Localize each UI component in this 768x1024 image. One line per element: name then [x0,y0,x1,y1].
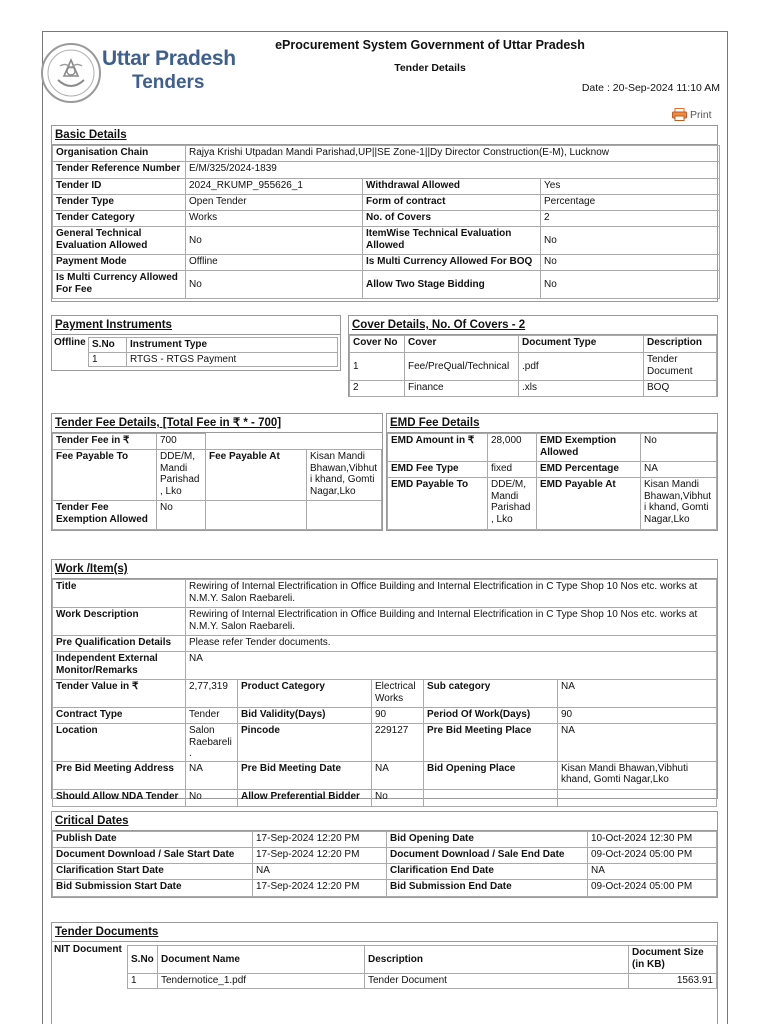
multi-currency-fee-value: No [186,271,363,299]
preferential-bidder-label: Allow Preferential Bidder [238,789,372,806]
brand-line-2: Tenders [132,72,205,93]
preferential-bidder-value: No [372,789,424,806]
table-row [128,974,717,989]
work-items-table [52,579,717,807]
iem-value: NA [186,652,717,680]
tender-documents-section [51,922,718,1024]
emd-fee-title: EMD Fee Details [387,414,717,433]
bid-opening-place-value: Kisan Mandi Bhawan,Vibhuti khand, Gomti Nagar,Lko [558,761,717,789]
clarification-start-label: Clarification Start Date [53,864,253,880]
tender-fee-section [51,413,383,531]
doc-sno-cell: 1 [128,974,158,989]
contract-type-value: Tender [186,708,238,724]
table-row [53,864,717,880]
bid-validity-value: 90 [372,708,424,724]
prebid-place-label: Pre Bid Meeting Place [424,724,558,762]
state-emblem-icon [40,42,102,104]
withdrawal-value: Yes [541,179,720,195]
table-row [53,832,717,848]
sno-cell: 1 [89,352,127,367]
bid-submission-end-value: 09-Oct-2024 05:00 PM [588,880,717,897]
cover-no-cell: 1 [350,353,405,381]
emd-type-value: fixed [488,462,537,478]
doc-download-start-label: Document Download / Sale Start Date [53,848,253,864]
doc-sno-header: S.No [128,946,158,974]
emd-amount-value: 28,000 [488,434,537,462]
multi-currency-fee-label: Is Multi Currency Allowed For Fee [53,271,186,299]
critical-dates-title: Critical Dates [52,812,717,831]
bid-opening-date-label: Bid Opening Date [387,832,588,848]
payment-mode-label: Payment Mode [53,255,186,271]
fee-exemption-label: Tender Fee Exemption Allowed [53,501,157,530]
bid-submission-end-label: Bid Submission End Date [387,880,588,897]
covers-count-value: 2 [541,211,720,227]
description-cell: Tender Document [644,353,717,381]
tender-fee-value: 700 [157,434,206,450]
bid-submission-start-value: 17-Sep-2024 12:20 PM [253,880,387,897]
tender-documents-title: Tender Documents [52,923,717,942]
org-chain-value: Rajya Krishi Utpadan Mandi Parishad,UP||SE Zone-1||Dy Director Construction(E-M), Lucknow [186,146,720,162]
basic-details-section [51,125,718,302]
iem-label: Independent External Monitor/Remarks [53,652,186,680]
pincode-value: 229127 [372,724,424,762]
pincode-label: Pincode [238,724,372,762]
payment-instruments-title: Payment Instruments [52,316,340,335]
location-value: Salon Raebareli. [186,724,238,762]
table-row [53,848,717,864]
nda-value: No [186,789,238,806]
tender-category-value: Works [186,211,363,227]
bid-opening-place-label: Bid Opening Place [424,761,558,789]
bid-submission-start-label: Bid Submission Start Date [53,880,253,897]
print-label: Print [690,108,712,121]
prebid-place-value: NA [558,724,717,762]
doc-type-cell: .pdf [519,353,644,381]
work-desc-label: Work Description [53,608,186,636]
cover-details-title: Cover Details, No. Of Covers - 2 [349,316,717,335]
org-chain-label: Organisation Chain [53,146,186,162]
work-items-section [51,559,718,802]
table-row [89,352,338,367]
itemwise-eval-label: ItemWise Technical Evaluation Allowed [363,227,541,255]
emd-type-label: EMD Fee Type [388,462,488,478]
two-stage-value: No [541,271,720,299]
withdrawal-label: Withdrawal Allowed [363,179,541,195]
contract-type-label: Contract Type [53,708,186,724]
instrument-type-header: Instrument Type [127,338,338,353]
cover-table [349,335,717,397]
emd-amount-label: EMD Amount in ₹ [388,434,488,462]
prebid-date-value: NA [372,761,424,789]
table-row [350,353,717,381]
portal-title: eProcurement System Government of Uttar Pradesh [275,38,585,52]
ref-number-label: Tender Reference Number [53,162,186,179]
clarification-start-value: NA [253,864,387,880]
tender-type-value: Open Tender [186,195,363,211]
work-period-value: 90 [558,708,717,724]
nda-label: Should Allow NDA Tender [53,789,186,806]
instrument-type-cell: RTGS - RTGS Payment [127,352,338,367]
date-stamp: Date : 20-Sep-2024 11:10 AM [581,82,720,94]
emd-payable-to-label: EMD Payable To [388,478,488,530]
emd-percentage-value: NA [641,462,717,478]
tender-type-label: Tender Type [53,195,186,211]
fee-exemption-value: No [157,501,206,530]
fee-payable-at-label: Fee Payable At [206,450,307,501]
doc-size-header: Document Size (in KB) [629,946,717,974]
doc-download-start-value: 17-Sep-2024 12:20 PM [253,848,387,864]
fee-payable-to-value: DDE/M, Mandi Parishad, Lko [157,450,206,501]
contract-form-value: Percentage [541,195,720,211]
multi-currency-boq-label: Is Multi Currency Allowed For BOQ [363,255,541,271]
gen-tech-eval-label: General Technical Evaluation Allowed [53,227,186,255]
emd-payable-at-label: EMD Payable At [537,478,641,530]
brand-line-1: Uttar Pradesh [102,47,236,70]
work-desc-value: Rewiring of Internal Electrification in Office Building and Internal Electrification in C Type Shop 10 Nos etc. works at N.M.Y. Salon Raebareli. [186,608,717,636]
bid-validity-label: Bid Validity(Days) [238,708,372,724]
prebid-address-label: Pre Bid Meeting Address [53,761,186,789]
cover-no-cell: 2 [350,381,405,397]
fee-payable-to-label: Fee Payable To [53,450,157,501]
contract-form-label: Form of contract [363,195,541,211]
cover-cell: Finance [405,381,519,397]
emd-exemption-label: EMD Exemption Allowed [537,434,641,462]
fee-payable-at-value: Kisan Mandi Bhawan,Vibhuti khand, Gomti Nagar,Lko [307,450,382,501]
instrument-table [88,337,338,367]
critical-dates-section [51,811,718,898]
doc-type-cell: .xls [519,381,644,397]
location-label: Location [53,724,186,762]
payment-mode-value: Offline [186,255,363,271]
tender-id-label: Tender ID [53,179,186,195]
page-title: Tender Details [394,62,466,74]
publish-date-label: Publish Date [53,832,253,848]
table-row [53,880,717,897]
covers-count-label: No. of Covers [363,211,541,227]
doc-type-header: Document Type [519,336,644,353]
tender-fee-label: Tender Fee in ₹ [53,434,157,450]
gen-tech-eval-value: No [186,227,363,255]
doc-name-header: Document Name [158,946,365,974]
print-link[interactable] [672,108,712,121]
table-row [350,381,717,397]
work-period-label: Period Of Work(Days) [424,708,558,724]
clarification-end-label: Clarification End Date [387,864,588,880]
work-items-title: Work /Item(s) [52,560,717,579]
clarification-end-value: NA [588,864,717,880]
doc-desc-header: Description [365,946,629,974]
description-header: Description [644,336,717,353]
work-title-label: Title [53,580,186,608]
sub-category-label: Sub category [424,680,558,708]
doc-download-end-label: Document Download / Sale End Date [387,848,588,864]
basic-details-title: Basic Details [52,126,717,145]
cover-details-section [348,315,718,397]
payment-instruments-section [51,315,341,371]
emd-exemption-value: No [641,434,717,462]
tender-category-label: Tender Category [53,211,186,227]
offline-label: Offline [54,337,86,348]
cover-cell: Fee/PreQual/Technical [405,353,519,381]
multi-currency-boq-value: No [541,255,720,271]
prebid-address-value: NA [186,761,238,789]
nit-document-label: NIT Document [54,944,122,955]
doc-download-end-value: 09-Oct-2024 05:00 PM [588,848,717,864]
basic-details-table [52,145,720,299]
tender-value-value: 2,77,319 [186,680,238,708]
critical-dates-table [52,831,717,897]
emd-payable-at-value: Kisan Mandi Bhawan,Vibhuti khand, Gomti Nagar,Lko [641,478,717,530]
prequal-value: Please refer Tender documents. [186,636,717,652]
two-stage-label: Allow Two Stage Bidding [363,271,541,299]
tender-value-label: Tender Value in ₹ [53,680,186,708]
itemwise-eval-value: No [541,227,720,255]
tender-id-value: 2024_RKUMP_955626_1 [186,179,363,195]
description-cell: BOQ [644,381,717,397]
printer-icon [672,108,687,121]
nit-document-table [127,945,717,989]
product-category-value: Electrical Works [372,680,424,708]
sub-category-value: NA [558,680,717,708]
cover-no-header: Cover No [350,336,405,353]
tender-fee-table [52,433,382,530]
prebid-date-label: Pre Bid Meeting Date [238,761,372,789]
sno-header: S.No [89,338,127,353]
work-title-value: Rewiring of Internal Electrification in Office Building and Internal Electrification in C Type Shop 10 Nos etc. works at N.M.Y. Salon Raebareli. [186,580,717,608]
prequal-label: Pre Qualification Details [53,636,186,652]
doc-name-link[interactable]: Tendernotice_1.pdf [158,974,365,989]
emd-fee-table [387,433,717,530]
emd-fee-section [386,413,718,531]
ref-number-value: E/M/325/2024-1839 [186,162,720,179]
emd-payable-to-value: DDE/M, Mandi Parishad, Lko [488,478,537,530]
cover-header: Cover [405,336,519,353]
doc-desc-cell: Tender Document [365,974,629,989]
tender-fee-title: Tender Fee Details, [Total Fee in ₹ * - 700] [52,414,382,433]
up-tenders-logo[interactable] [40,42,240,104]
doc-size-cell: 1563.91 [629,974,717,989]
product-category-label: Product Category [238,680,372,708]
bid-opening-date-value: 10-Oct-2024 12:30 PM [588,832,717,848]
emd-percentage-label: EMD Percentage [537,462,641,478]
publish-date-value: 17-Sep-2024 12:20 PM [253,832,387,848]
